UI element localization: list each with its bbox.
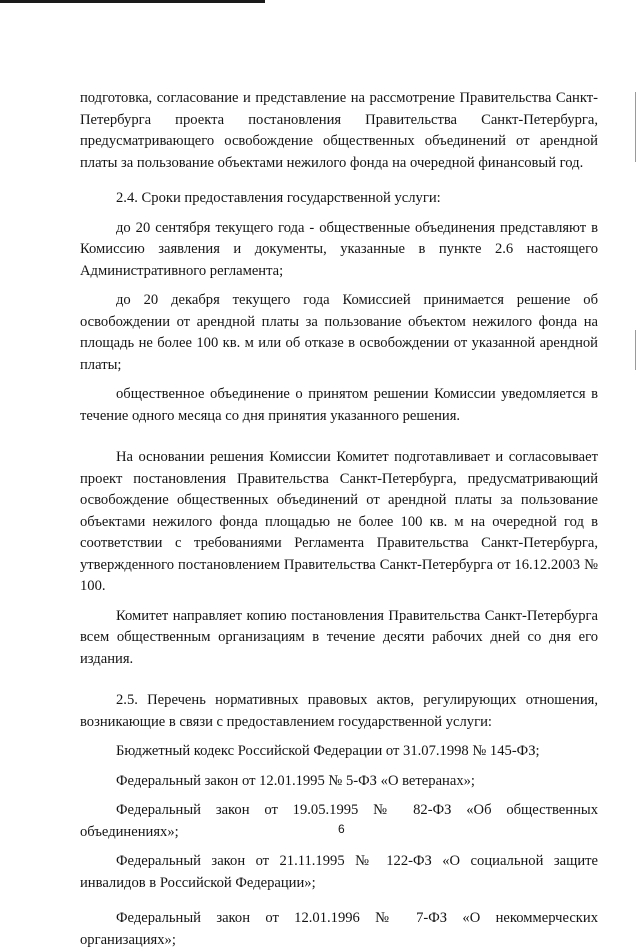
law-item: Бюджетный кодекс Российской Федерации от 31.07.1998 № 145-ФЗ; — [116, 743, 540, 759]
law-item: Федеральный закон от 12.01.1995 № 5-ФЗ «О ветеранах»; — [116, 772, 475, 789]
section-heading-2-5: 2.5. Перечень нормативных правовых актов, регулирующих отношения, возникающие в связи с предоставлением государственной услуги: — [80, 692, 598, 730]
scan-artifact-edge — [635, 330, 636, 370]
scan-artifact-edge — [635, 92, 636, 162]
paragraph-deadline-december: до 20 декабря текущего года Комиссией принимается решение об освобождении от арендной платы за пользование объектом нежилого фонда на площадь не более 100 кв. м или об отказе в освобождении от указанной арендной платы; — [80, 292, 598, 373]
paragraph-intro: подготовка, согласование и представление на рассмотрение Правительства Санкт-Петербурга проекта постановления Правительства Санкт-Петербурга, предусматривающего освобождение общественных объединений от арендной платы за пользование объектами нежилого фонда на очередной финансовый год. — [80, 90, 598, 171]
paragraph-notification: общественное объединение о принятом решении Комиссии уведомляется в течение одного месяца со дня принятия указанного решения. — [80, 386, 598, 424]
paragraph-committee-sends: Комитет направляет копию постановления Правительства Санкт-Петербурга всем общественным организациям в течение десяти рабочих дней со дня его издания. — [80, 607, 598, 667]
section-heading-2-4: 2.4. Сроки предоставления государственной услуги: — [116, 190, 441, 206]
law-item: Федеральный закон от 19.05.1995 № 82-ФЗ «Об общественных объединениях»; — [80, 802, 598, 840]
paragraph-committee-draft: На основании решения Комиссии Комитет подготавливает и согласовывает проект постановления Правительства Санкт-Петербурга, предусматривающий освобождение общественных объединений от арендной платы за пользование объектами нежилого фонда площадью не более 100 кв. м на очередной год в соответствии с требованиями Регламента Правительства Санкт-Петербурга, утвержденного постановлением Правительства Санкт-Петербурга от 16.12.2003 № 100. — [80, 449, 598, 594]
law-item: Федеральный закон от 12.01.1996 № 7-ФЗ «О некоммерческих организациях»; — [80, 910, 598, 948]
paragraph-deadline-september: до 20 сентября текущего года - общественные объединения представляют в Комиссию заявления и документы, указанные в пункте 2.6 настоящего Административного регламента; — [80, 219, 598, 279]
scan-artifact-line — [0, 0, 265, 3]
page-number: 6 — [338, 822, 345, 836]
law-item: Федеральный закон от 21.11.1995 № 122-ФЗ «О социальной защите инвалидов в Российской Федерации»; — [80, 853, 598, 891]
